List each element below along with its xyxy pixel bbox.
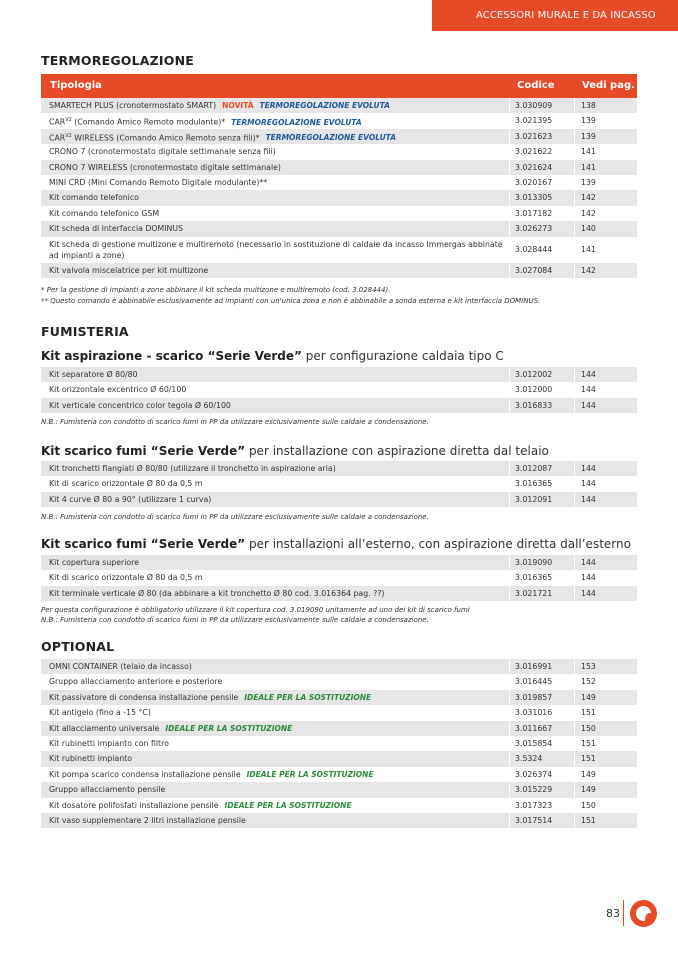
- column-divider: [574, 144, 575, 159]
- fumi2-note: N.B.: Fumisteria con condotto di scarico fumi in PP da utilizzare esclusivamente sulle caldaie a condensazione.: [41, 513, 429, 521]
- flame-logo-icon: [630, 900, 657, 927]
- fumi3-title: [41, 537, 631, 551]
- column-divider: [574, 782, 575, 797]
- item-code: 3.028444: [515, 244, 553, 254]
- item-description: Kit allacciamento universale IDEALE PER LA SOSTITUZIONE: [49, 723, 293, 733]
- item-page: 142: [581, 208, 596, 218]
- fumi3-title-bold: Kit scarico fumi “Serie Verde”: [41, 537, 246, 551]
- table-row: [41, 461, 637, 476]
- item-description: Kit vaso supplementare 2 litri installazione pensile: [49, 815, 246, 825]
- item-description: Kit comando telefonico GSM: [49, 208, 160, 218]
- optional-table: [41, 659, 637, 828]
- item-page: 144: [581, 588, 596, 598]
- item-page: 150: [581, 723, 596, 733]
- item-code: 3.016365: [515, 479, 553, 489]
- superscript-v2: V2: [65, 132, 72, 139]
- item-description: Kit scheda di gestione multizone e multiremoto (necessario in sostituzione di caldaie da incasso Immergas abbinate ad impianti a zone): [49, 239, 503, 260]
- item-page: 138: [581, 101, 596, 110]
- item-page: 142: [581, 265, 596, 275]
- item-code: 3.020167: [515, 177, 553, 187]
- item-description: CRONO 7 WIRELESS (cronotermostato digitale settimanale): [49, 162, 281, 172]
- table-row: [41, 721, 637, 736]
- item-page: 144: [581, 479, 596, 489]
- sostituzione-tag: IDEALE PER LA SOSTITUZIONE: [224, 800, 352, 810]
- column-divider: [509, 736, 510, 751]
- table-row: [41, 476, 637, 491]
- column-divider: [509, 113, 510, 128]
- fumi3-note-1: Per questa configurazione è obbligatorio utilizzare il kit copertura cod. 3.019090 unitamente ad uno dei kit di scarico fumi: [41, 606, 470, 614]
- table-row: [41, 767, 637, 782]
- column-divider: [574, 221, 575, 236]
- item-description: Gruppo allacciamento pensile: [49, 785, 166, 795]
- termo-note-1: * Per la gestione di impianti a zone abbinare il kit scheda multizone e multiremoto (cod. 3.028444).: [41, 286, 391, 294]
- item-description: Kit verticale concentrico color tegola Ø 60/100: [49, 400, 231, 410]
- column-divider: [574, 461, 575, 476]
- table-row: [41, 659, 637, 674]
- column-divider: [509, 798, 510, 813]
- item-page: 151: [581, 815, 596, 825]
- table-row: [41, 674, 637, 689]
- column-divider: [574, 206, 575, 221]
- item-page: 141: [581, 147, 596, 157]
- item-description: Kit valvola miscelatrice per kit multizone: [49, 265, 209, 275]
- item-code: 3.016833: [515, 400, 553, 410]
- item-description: MINI CRD (Mini Comando Remoto Digitale modulante)**: [49, 177, 268, 187]
- item-page: 139: [581, 131, 596, 141]
- item-page: 144: [581, 385, 596, 395]
- column-divider: [509, 813, 510, 828]
- table-row: [41, 221, 637, 236]
- column-divider: [574, 570, 575, 585]
- table-row: [41, 175, 637, 190]
- table-row: [41, 263, 637, 278]
- item-description: Gruppo allacciamento anteriore e posteriore: [49, 677, 223, 687]
- table-row: [41, 555, 637, 570]
- table-row: [41, 751, 637, 766]
- column-divider: [509, 367, 510, 382]
- column-divider: [574, 237, 575, 263]
- termo-table: [41, 74, 637, 278]
- column-divider: [509, 160, 510, 175]
- column-divider: [509, 144, 510, 159]
- item-code: 3.012000: [515, 385, 553, 395]
- item-description: Kit copertura superiore: [49, 558, 140, 567]
- termoregolazione-tag: TERMOREGOLAZIONE EVOLUTA: [259, 101, 390, 110]
- item-code: 3.021622: [515, 147, 553, 157]
- column-divider: [509, 476, 510, 491]
- item-description: $CAR^{V2}$ WIRELESS (Comando Amico Remoto senza fili)* TERMOREGOLAZIONE EVOLUTA: [49, 132, 397, 143]
- column-divider: [509, 690, 510, 705]
- item-code: 3.013305: [515, 193, 553, 203]
- item-page: 151: [581, 738, 596, 748]
- fumi2-title-bold: Kit scarico fumi “Serie Verde”: [41, 444, 246, 458]
- column-divider: [509, 382, 510, 397]
- column-divider: [574, 798, 575, 813]
- column-divider: [509, 659, 510, 674]
- sostituzione-tag: IDEALE PER LA SOSTITUZIONE: [165, 723, 293, 733]
- item-page: 144: [581, 558, 596, 567]
- fumi1-title-rest: per configurazione caldaia tipo C: [301, 349, 504, 363]
- fumi3-title-rest: per installazioni all’esterno, con aspirazione diretta dall’esterno: [245, 537, 631, 551]
- column-divider: [509, 237, 510, 263]
- item-page: 151: [581, 708, 596, 718]
- column-divider: [509, 782, 510, 797]
- item-code: 3.012091: [515, 494, 553, 504]
- item-code: 3.012002: [515, 370, 553, 379]
- item-page: 144: [581, 573, 596, 583]
- item-description: SMARTECH PLUS (cronotermostato SMART) NOVITÀ TERMOREGOLAZIONE EVOLUTA: [49, 101, 390, 110]
- table-row: [41, 492, 637, 507]
- item-page: 151: [581, 754, 596, 764]
- table-row: [41, 798, 637, 813]
- novita-tag: NOVITÀ: [222, 101, 254, 110]
- table-row: [41, 160, 637, 175]
- item-description: Kit passivatore di condensa installazione pensile IDEALE PER LA SOSTITUZIONE: [49, 692, 372, 702]
- column-divider: [574, 767, 575, 782]
- fumi1-title-bold: Kit aspirazione - scarico “Serie Verde”: [41, 349, 302, 363]
- item-description: Kit rubinetti impianto: [49, 754, 132, 764]
- table-row: [41, 237, 637, 263]
- column-divider: [574, 190, 575, 205]
- column-divider: [574, 721, 575, 736]
- section-title-termoregolazione: TERMOREGOLAZIONE: [41, 53, 194, 68]
- item-code: 3.026273: [515, 224, 553, 234]
- item-code: 3.021623: [515, 131, 553, 141]
- fumi2-title-rest: per installazione con aspirazione diretta dal telaio: [245, 444, 549, 458]
- item-code: 3.026374: [515, 769, 553, 779]
- termo-table-body: [41, 98, 637, 278]
- item-code: 3.021395: [515, 116, 553, 126]
- table-header: [41, 74, 637, 98]
- item-code: 3.016445: [515, 677, 553, 687]
- col-codice: Codice: [517, 80, 555, 91]
- item-code: 3.019857: [515, 692, 553, 702]
- section-header-band: ACCESSORI MURALE E DA INCASSO: [432, 0, 678, 31]
- item-page: 153: [581, 662, 596, 671]
- item-page: 142: [581, 193, 596, 203]
- column-divider: [509, 492, 510, 507]
- item-page: 144: [581, 370, 596, 379]
- column-divider: [574, 382, 575, 397]
- item-page: 139: [581, 116, 596, 126]
- item-page: 144: [581, 494, 596, 504]
- column-divider: [574, 113, 575, 128]
- column-divider: [509, 129, 510, 144]
- item-page: 149: [581, 785, 596, 795]
- column-divider: [509, 98, 510, 113]
- column-divider: [574, 659, 575, 674]
- column-divider: [574, 751, 575, 766]
- item-description: Kit comando telefonico: [49, 193, 139, 203]
- column-divider: [574, 492, 575, 507]
- page-number: 83: [606, 907, 620, 920]
- column-divider: [509, 721, 510, 736]
- column-divider: [574, 263, 575, 278]
- fumi1-title: [41, 349, 504, 363]
- table-row: [41, 144, 637, 159]
- item-code: 3.016991: [515, 662, 553, 671]
- table-row: [41, 113, 637, 128]
- item-page: 141: [581, 162, 596, 172]
- column-divider: [574, 674, 575, 689]
- table-row: [41, 129, 637, 144]
- column-divider: [509, 586, 510, 601]
- item-description: Kit di scarico orizzontale Ø 80 da 0,5 m: [49, 573, 203, 583]
- column-divider: [509, 263, 510, 278]
- termoregolazione-tag: TERMOREGOLAZIONE EVOLUTA: [231, 117, 362, 127]
- item-page: 144: [581, 464, 596, 473]
- column-divider: [574, 98, 575, 113]
- section-title-optional: OPTIONAL: [41, 639, 115, 654]
- item-page: 149: [581, 692, 596, 702]
- column-divider: [574, 367, 575, 382]
- item-code: 3.031016: [515, 708, 553, 718]
- item-code: 3.021721: [515, 588, 553, 598]
- fumi2-table: [41, 461, 637, 507]
- item-description: Kit 4 curve Ø 80 a 90° (utilizzare 1 curva): [49, 494, 212, 504]
- item-description: Kit orizzontale excentrico Ø 60/100: [49, 385, 187, 395]
- column-divider: [509, 705, 510, 720]
- item-code: 3.017514: [515, 815, 553, 825]
- item-description: Kit separatore Ø 80/80: [49, 370, 138, 379]
- item-page: 140: [581, 224, 596, 234]
- table-row: [41, 570, 637, 585]
- footer-divider: [623, 900, 624, 926]
- table-row: [41, 98, 637, 113]
- item-code: 3.017323: [515, 800, 553, 810]
- table-row: [41, 382, 637, 397]
- column-divider: [509, 570, 510, 585]
- termoregolazione-tag: TERMOREGOLAZIONE EVOLUTA: [265, 133, 397, 143]
- column-divider: [574, 160, 575, 175]
- sostituzione-tag: IDEALE PER LA SOSTITUZIONE: [244, 692, 372, 702]
- item-code: 3.017182: [515, 208, 553, 218]
- fumi3-note-2: N.B.: Fumisteria con condotto di scarico fumi in PP da utilizzare esclusivamente sulle caldaie a condensazione.: [41, 616, 429, 624]
- column-divider: [509, 190, 510, 205]
- fumi1-table: [41, 367, 637, 413]
- column-divider: [509, 175, 510, 190]
- item-code: 3.021624: [515, 162, 553, 172]
- column-divider: [574, 476, 575, 491]
- item-code: 3.012087: [515, 464, 553, 473]
- item-description: Kit tronchetti flangiati Ø 80/80 (utilizzare il tronchetto in aspirazione aria): [49, 464, 336, 473]
- item-code: 3.016365: [515, 573, 553, 583]
- item-code: 3.027084: [515, 265, 553, 275]
- column-divider: [509, 767, 510, 782]
- col-vedi-pag: Vedi pag.: [582, 80, 635, 91]
- item-description: Kit dosatore polifosfati installazione pensile IDEALE PER LA SOSTITUZIONE: [49, 800, 352, 810]
- column-divider: [574, 705, 575, 720]
- column-divider: [509, 206, 510, 221]
- table-row: [41, 705, 637, 720]
- sostituzione-tag: IDEALE PER LA SOSTITUZIONE: [246, 769, 374, 779]
- item-page: 149: [581, 769, 596, 779]
- table-row: [41, 813, 637, 828]
- column-divider: [574, 813, 575, 828]
- fumi1-note: N.B.: Fumisteria con condotto di scarico fumi in PP da utilizzare esclusivamente sulle caldaie a condensazione.: [41, 418, 429, 426]
- item-description: $CAR^{V2}$ (Comando Amico Remoto modulante)* TERMOREGOLAZIONE EVOLUTA: [49, 117, 362, 127]
- column-divider: [574, 736, 575, 751]
- item-description: OMNI CONTAINER (telaio da incasso): [49, 662, 192, 671]
- col-tipologia: Tipologia: [50, 80, 102, 91]
- table-row: [41, 586, 637, 601]
- table-row: [41, 736, 637, 751]
- item-description: Kit scheda di interfaccia DOMINUS: [49, 224, 184, 234]
- item-page: 141: [581, 244, 596, 254]
- termo-note-2: ** Questo comando è abbinabile esclusivamente ad impianti con un'unica zona e non è abbinabile a sonda esterna e kit interfaccia DOMINUS.: [41, 297, 541, 305]
- fumi2-title: [41, 444, 549, 458]
- item-code: 3.011667: [515, 723, 553, 733]
- item-code: 3.015229: [515, 785, 553, 795]
- item-code: 3.015854: [515, 738, 553, 748]
- item-description: Kit rubinetti impianto con filtro: [49, 738, 169, 748]
- column-divider: [574, 586, 575, 601]
- column-divider: [574, 690, 575, 705]
- item-code: 3.030909: [515, 101, 553, 110]
- column-divider: [509, 674, 510, 689]
- column-divider: [509, 751, 510, 766]
- table-row: [41, 782, 637, 797]
- column-divider: [509, 398, 510, 413]
- fumi3-table: [41, 555, 637, 601]
- table-row: [41, 690, 637, 705]
- column-divider: [574, 398, 575, 413]
- item-description: Kit terminale verticale Ø 80 (da abbinare a kit tronchetto Ø 80 cod. 3.016364 pag. ??): [49, 588, 385, 598]
- column-divider: [509, 461, 510, 476]
- column-divider: [574, 555, 575, 570]
- item-description: CRONO 7 (cronotermostato digitale settimanale senza fili): [49, 147, 276, 157]
- column-divider: [574, 129, 575, 144]
- column-divider: [509, 555, 510, 570]
- item-code: 3.019090: [515, 558, 553, 567]
- superscript-v2: V2: [65, 117, 72, 124]
- item-page: 150: [581, 800, 596, 810]
- table-row: [41, 367, 637, 382]
- item-description: Kit antigelo (fino a -15 °C): [49, 708, 151, 718]
- table-row: [41, 206, 637, 221]
- item-page: 152: [581, 677, 596, 687]
- table-row: [41, 398, 637, 413]
- column-divider: [509, 221, 510, 236]
- item-description: Kit di scarico orizzontale Ø 80 da 0,5 m: [49, 479, 203, 489]
- table-row: [41, 190, 637, 205]
- column-divider: [574, 175, 575, 190]
- item-description: Kit pompa scarico condensa installazione pensile IDEALE PER LA SOSTITUZIONE: [49, 769, 374, 779]
- item-page: 144: [581, 400, 596, 410]
- item-page: 139: [581, 177, 596, 187]
- item-code: 3.5324: [515, 754, 543, 764]
- section-title-fumisteria: FUMISTERIA: [41, 324, 129, 339]
